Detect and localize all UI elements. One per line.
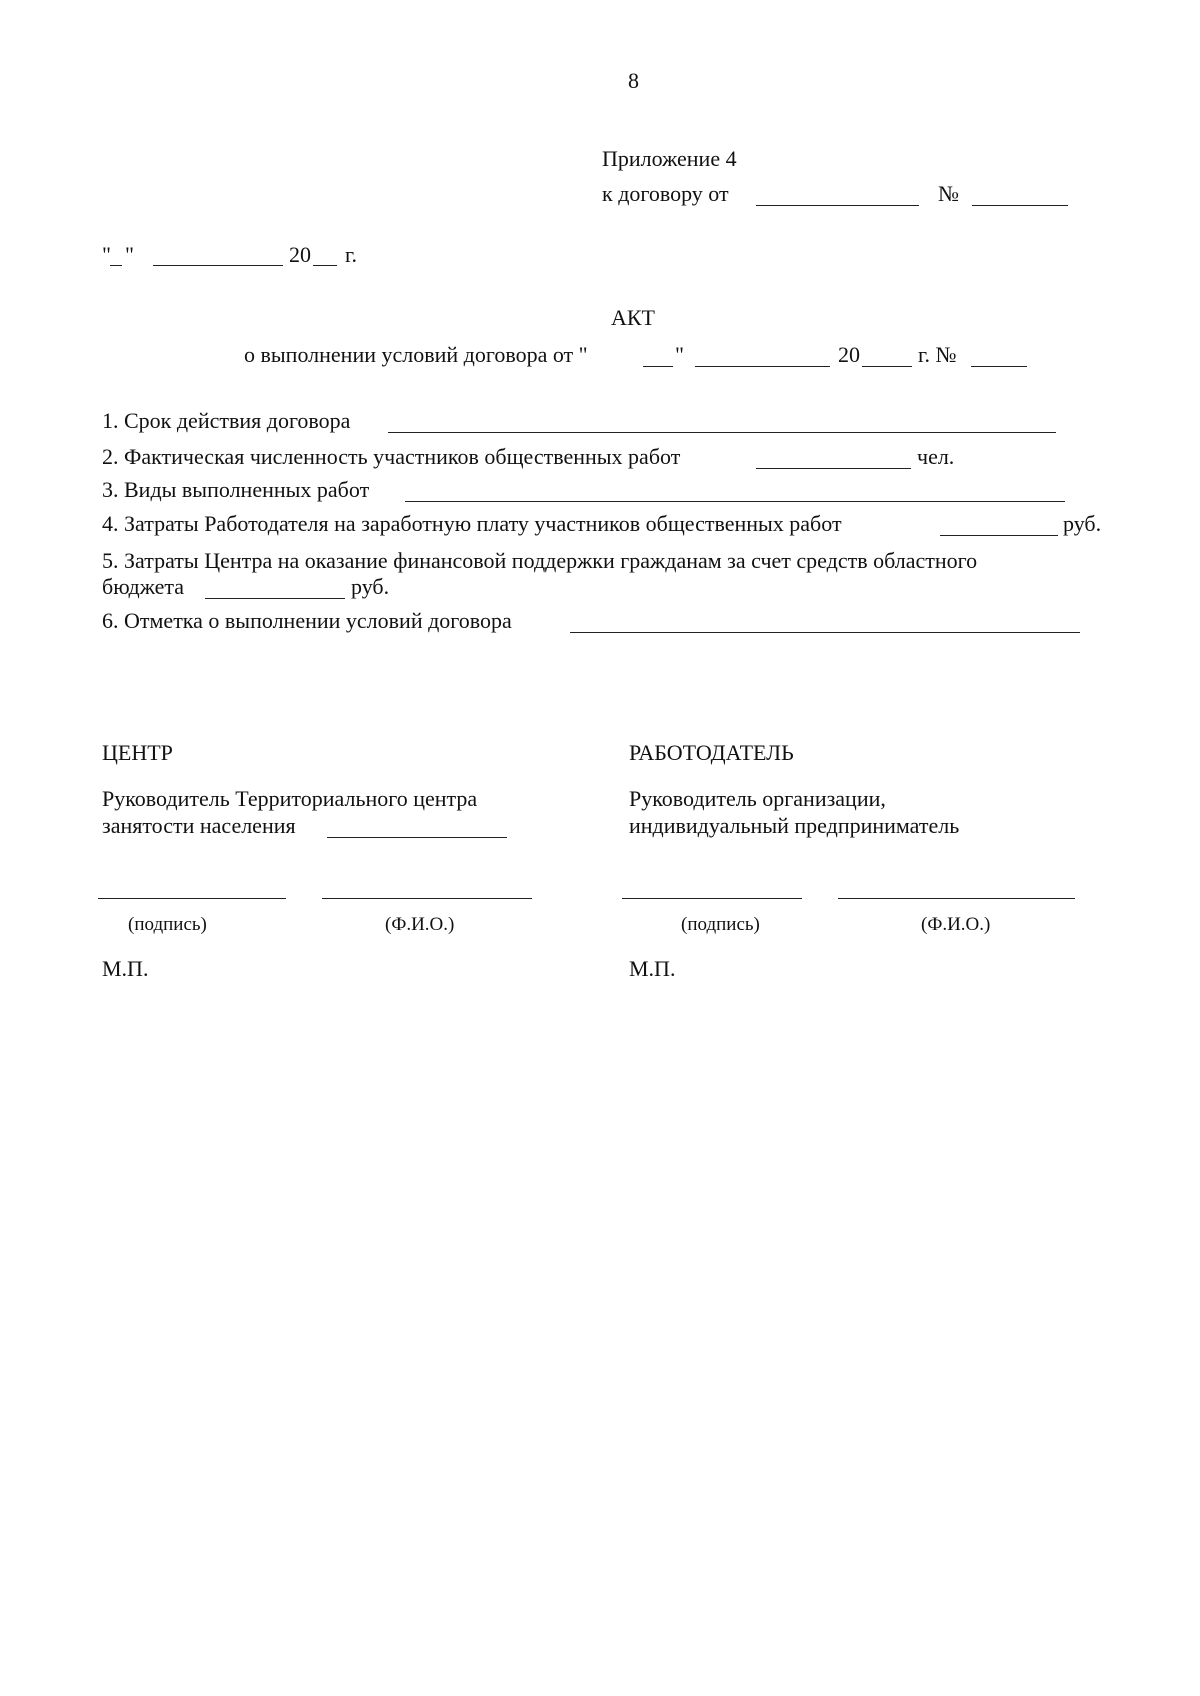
center-heading: ЦЕНТР <box>102 740 173 765</box>
item-mark-blank[interactable] <box>570 632 1080 633</box>
employer-signature-label: (подпись) <box>681 914 760 935</box>
item-work-types-blank[interactable] <box>405 501 1065 502</box>
employer-name-line[interactable] <box>838 898 1075 899</box>
center-name-line[interactable] <box>322 898 532 899</box>
appendix-number-sign: № <box>938 181 959 206</box>
item-term-label: 1. Срок действия договора <box>102 408 351 433</box>
act-year-prefix: 20 <box>838 342 860 367</box>
date-year-blank[interactable] <box>313 265 337 266</box>
item-center-costs-line2: бюджета <box>102 574 185 599</box>
center-signature-label: (подпись) <box>128 914 207 935</box>
center-role-blank[interactable] <box>327 837 507 838</box>
item-headcount-unit: чел. <box>917 444 955 469</box>
item-headcount-blank[interactable] <box>756 468 911 469</box>
act-subtitle: о выполнении условий договора от " <box>244 342 588 367</box>
item-mark-label: 6. Отметка о выполнении условий договора <box>102 608 512 633</box>
date-quote-close: " <box>125 242 134 267</box>
act-number-blank[interactable] <box>971 366 1027 367</box>
item-employer-costs-blank[interactable] <box>940 535 1058 536</box>
page-number: 8 <box>628 68 639 93</box>
center-stamp: М.П. <box>102 956 149 981</box>
employer-heading: РАБОТОДАТЕЛЬ <box>629 740 794 765</box>
item-center-costs-blank[interactable] <box>205 598 345 599</box>
date-year-prefix: 20 <box>289 242 311 267</box>
appendix-title: Приложение 4 <box>602 146 737 171</box>
center-name-label: (Ф.И.О.) <box>385 914 455 935</box>
act-year-blank[interactable] <box>862 366 912 367</box>
center-role-line2: занятости населения <box>102 813 296 838</box>
contract-number-blank[interactable] <box>972 205 1068 206</box>
item-employer-costs-unit: руб. <box>1063 511 1102 536</box>
date-quote-open: " <box>102 242 111 267</box>
item-term-blank[interactable] <box>388 432 1056 433</box>
item-headcount-label: 2. Фактическая численность участников общественных работ <box>102 444 681 469</box>
act-title: АКТ <box>611 305 655 330</box>
item-work-types-label: 3. Виды выполненных работ <box>102 477 370 502</box>
act-day-blank[interactable] <box>643 366 673 367</box>
date-day-blank[interactable] <box>110 265 122 266</box>
act-year-suffix: г. № <box>918 342 957 367</box>
date-year-suffix: г. <box>345 242 358 267</box>
employer-stamp: М.П. <box>629 956 676 981</box>
employer-role-line2: индивидуальный предприниматель <box>629 813 960 838</box>
act-month-blank[interactable] <box>695 366 830 367</box>
act-quote-close: " <box>675 342 684 367</box>
item-center-costs-unit: руб. <box>351 574 390 599</box>
item-employer-costs-label: 4. Затраты Работодателя на заработную плату участников общественных работ <box>102 511 842 536</box>
center-role-line1: Руководитель Территориального центра <box>102 786 478 811</box>
center-signature-line[interactable] <box>98 898 286 899</box>
employer-signature-line[interactable] <box>622 898 802 899</box>
item-center-costs-label: 5. Затраты Центра на оказание финансовой поддержки гражданам за счет средств областного <box>102 548 978 573</box>
contract-date-blank[interactable] <box>756 205 919 206</box>
employer-name-label: (Ф.И.О.) <box>921 914 991 935</box>
date-month-blank[interactable] <box>153 265 283 266</box>
appendix-contract-ref: к договору от <box>602 181 729 206</box>
employer-role-line1: Руководитель организации, <box>629 786 886 811</box>
